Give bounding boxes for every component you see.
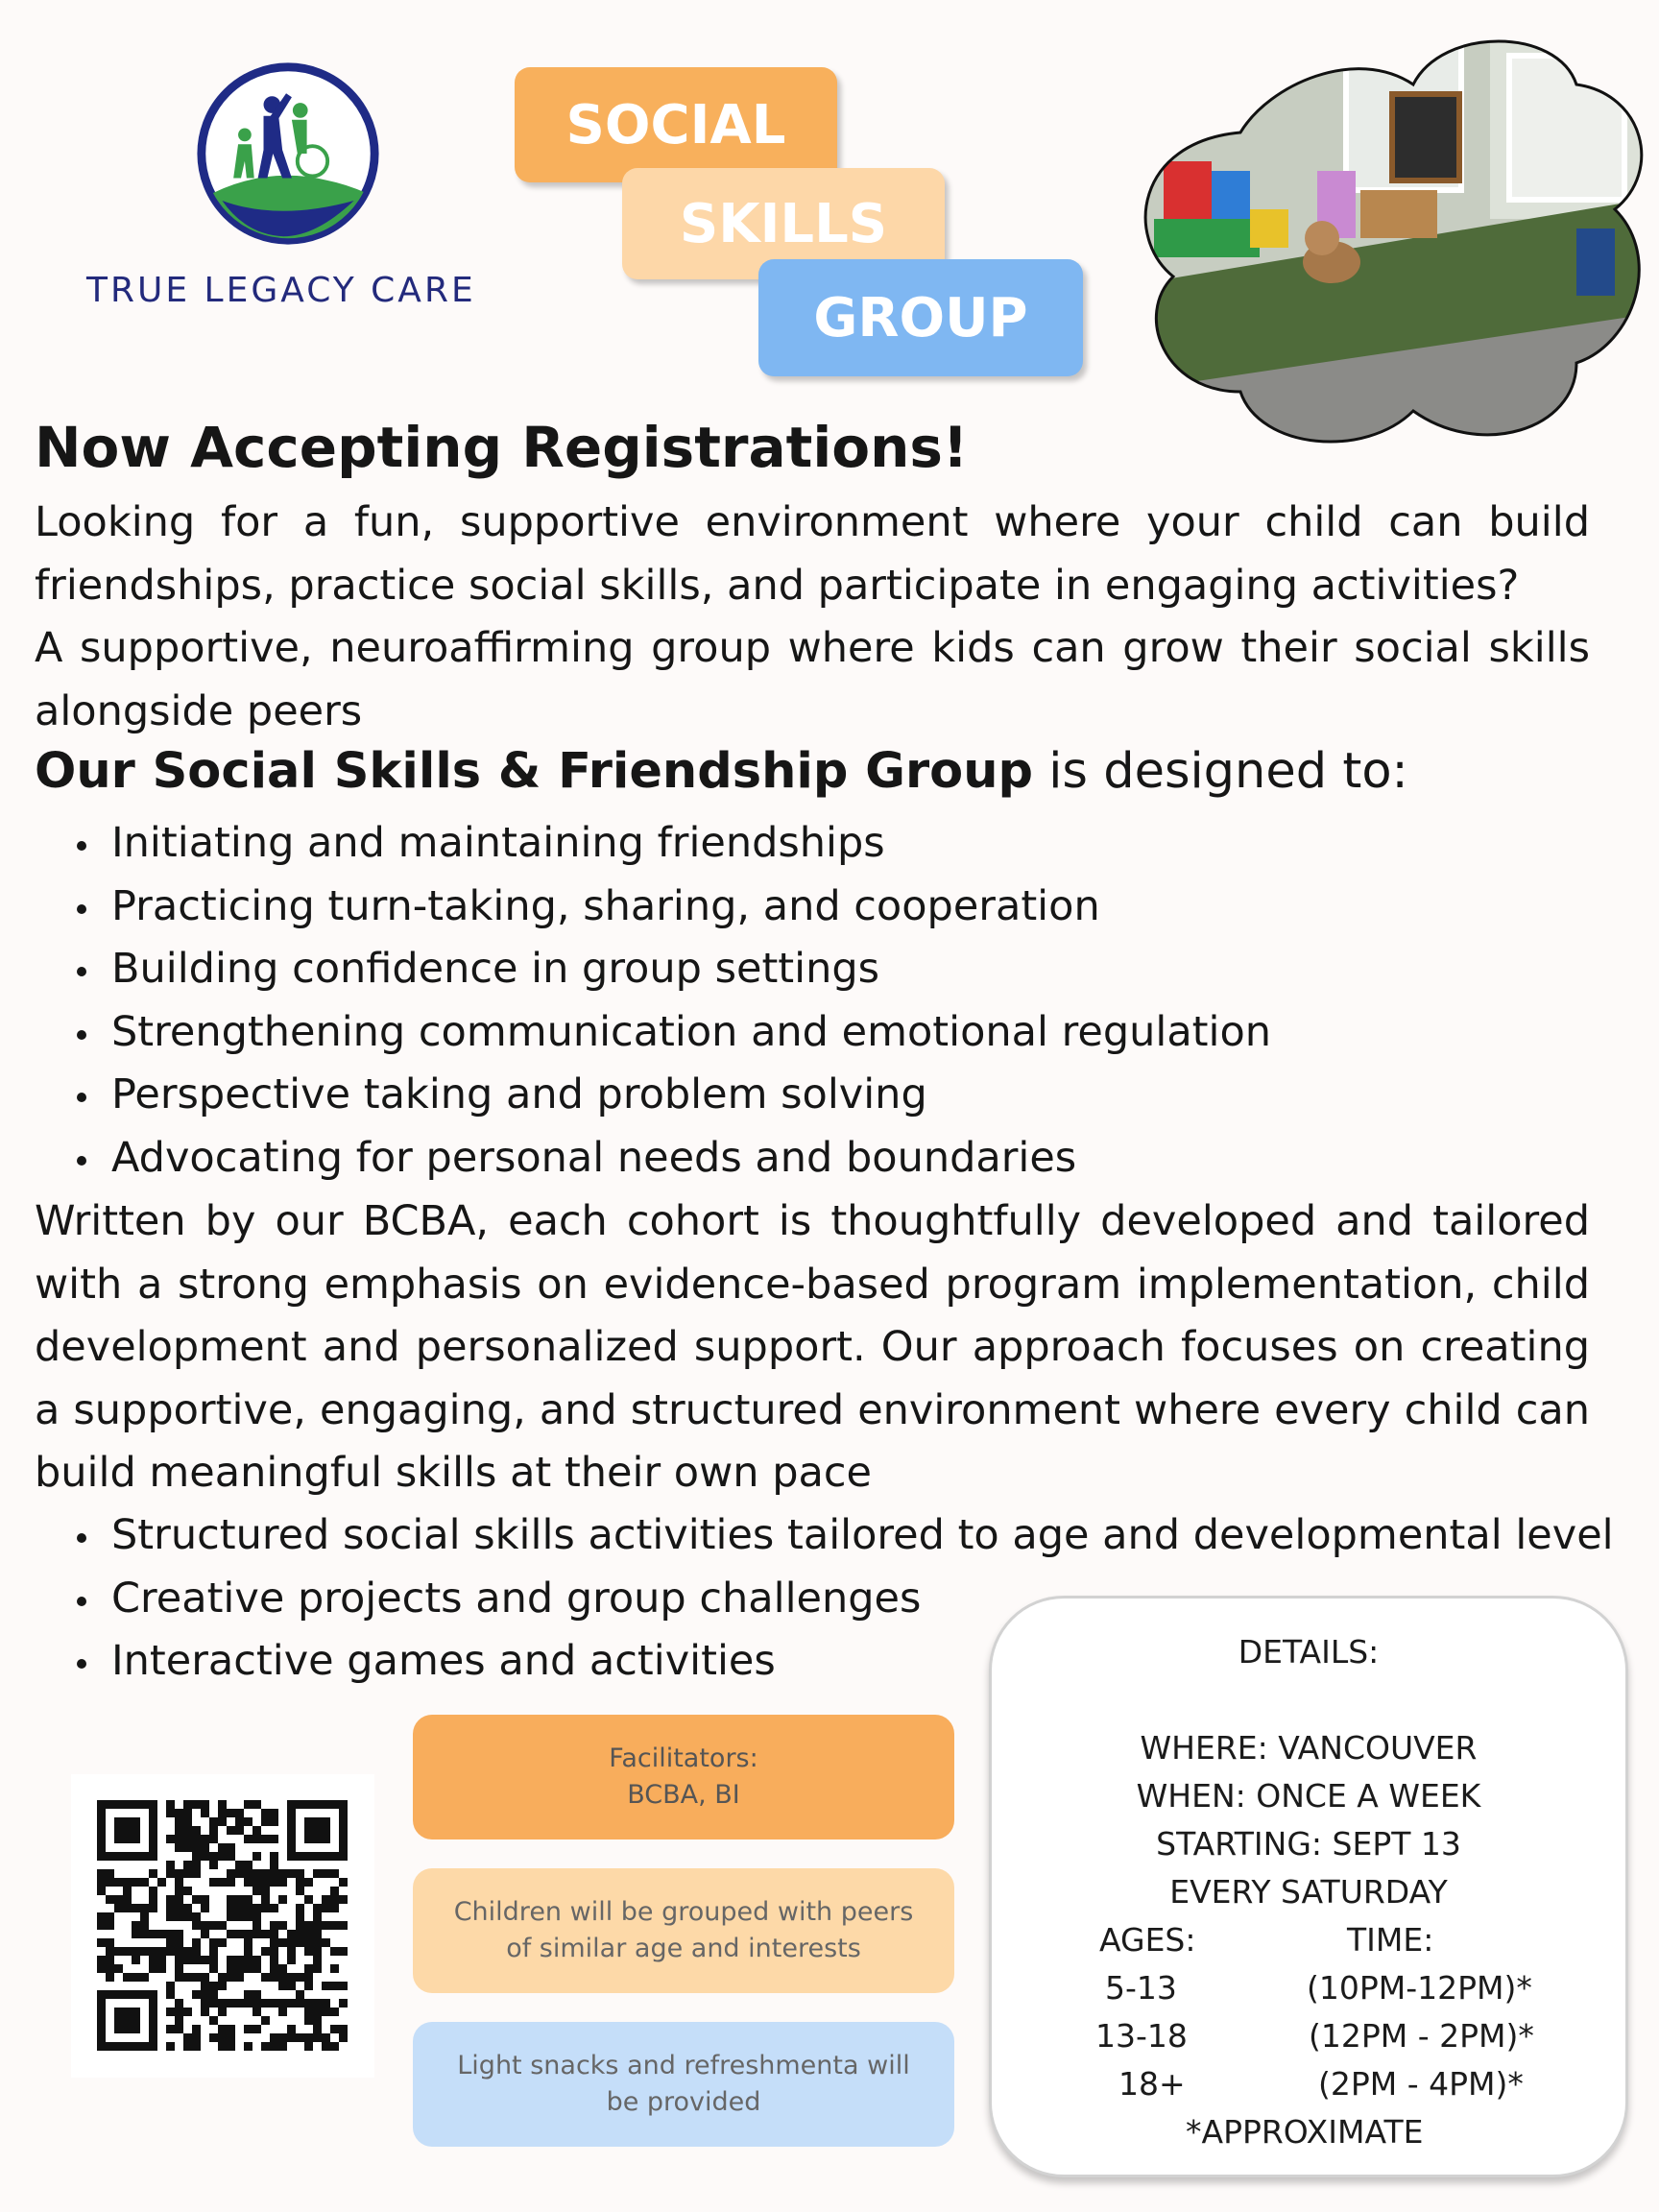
title-block-group: GROUP: [758, 259, 1083, 376]
list-item: Building confidence in group settings: [73, 938, 1271, 1001]
list-item: Advocating for personal needs and boundaries: [73, 1127, 1271, 1190]
title-block-social: SOCIAL: [515, 67, 837, 182]
ages-label: AGES:: [1099, 1921, 1196, 1959]
details-when: WHEN: ONCE A WEEK: [1136, 1777, 1481, 1815]
list-item: Strengthening communication and emotional regulation: [73, 1001, 1271, 1065]
designed-suffix: is designed to:: [1033, 743, 1408, 800]
age-range: 5-13: [1105, 1969, 1177, 2007]
details-starting: STARTING: SEPT 13: [1156, 1825, 1461, 1863]
facilitators-title: Facilitators:: [609, 1743, 758, 1773]
time-range: (2PM - 4PM)*: [1318, 2065, 1524, 2103]
grouping-box: [413, 1868, 954, 1993]
list-item: Initiating and maintaining friendships: [73, 812, 1271, 876]
designed-heading: [35, 743, 1408, 800]
list-item: Practicing turn-taking, sharing, and cooperation: [73, 876, 1271, 939]
list-item: Structured social skills activities tailored to age and developmental level: [73, 1504, 1614, 1568]
age-range: 13-18: [1095, 2017, 1188, 2055]
time-label: TIME:: [1347, 1921, 1434, 1959]
list-item: Creative projects and group challenges: [73, 1568, 1614, 1631]
true-legacy-care-logo: [194, 60, 382, 248]
group-name: Our Social Skills & Friendship Group: [35, 743, 1034, 800]
facilitators-value: BCBA, BI: [627, 1780, 740, 1810]
grouping-text: Children will be grouped with peers of similar age and interests: [453, 1897, 914, 1963]
time-range: (10PM-12PM)*: [1307, 1969, 1532, 2007]
snacks-box: [413, 2022, 954, 2147]
headline: Now Accepting Registrations!: [35, 415, 969, 480]
intro-paragraph: Looking for a fun, supportive environment where your child can build friendships, practice social skills, and participate in engaging activities?: [35, 498, 1590, 610]
brand-name: TRUE LEGACY CARE: [86, 271, 476, 310]
details-heading: DETAILS:: [1238, 1633, 1380, 1671]
qr-code[interactable]: [71, 1774, 374, 2078]
details-card: [989, 1596, 1628, 2177]
list-item: Perspective taking and problem solving: [73, 1064, 1271, 1127]
goals-list: [73, 812, 1271, 1190]
title-block-skills: SKILLS: [622, 168, 945, 279]
classroom-photo: [1125, 27, 1644, 449]
approach-paragraph: Written by our BCBA, each cohort is thoughtfully developed and tailored with a strong emphasis on evidence-based program implementation, child development and personalized support. Our approach focuses on creating a supportive, engaging, and structured environment where every child can build meaningful skills at their own pace: [35, 1197, 1590, 1497]
approximate-note: *APPROXIMATE: [1186, 2113, 1424, 2151]
facilitators-box: [413, 1715, 954, 1839]
snacks-text: Light snacks and refreshmenta will be provided: [457, 2051, 910, 2117]
age-range: 18+: [1118, 2065, 1186, 2103]
intro-paragraph: A supportive, neuroaffirming group where kids can grow their social skills alongside peers: [35, 624, 1590, 735]
time-range: (12PM - 2PM)*: [1309, 2017, 1534, 2055]
details-day: EVERY SATURDAY: [1169, 1873, 1448, 1911]
list-item: Interactive games and activities: [73, 1630, 1614, 1694]
details-where: WHERE: VANCOUVER: [1140, 1729, 1478, 1767]
